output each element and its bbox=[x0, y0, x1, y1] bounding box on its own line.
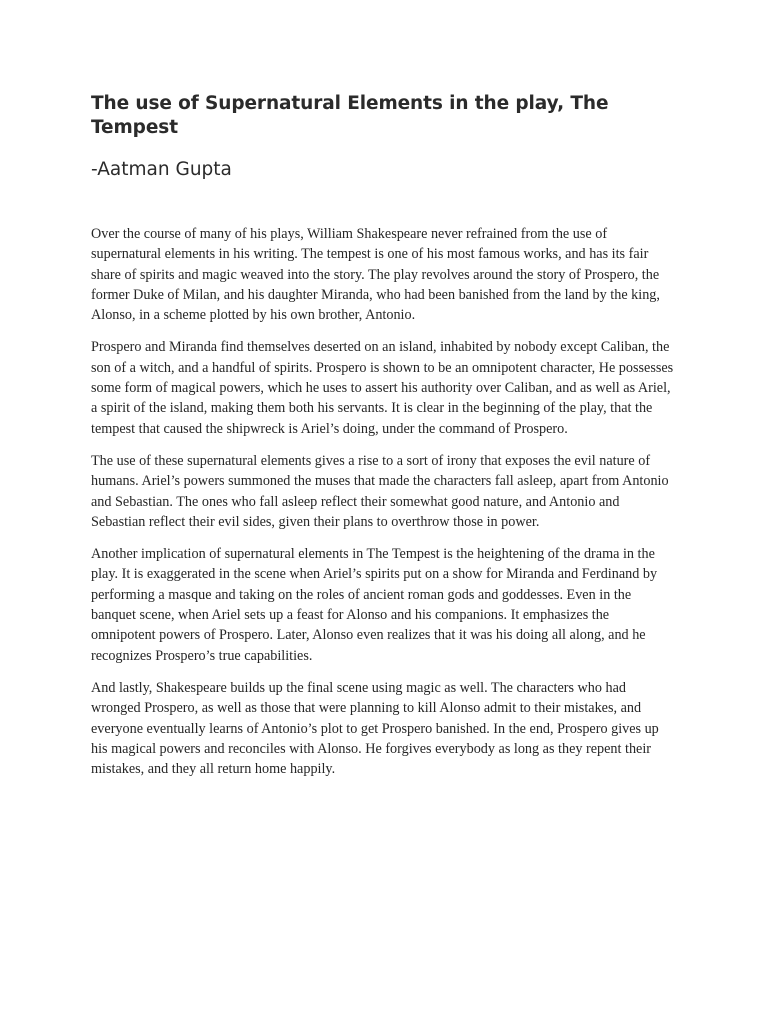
paragraph-5: And lastly, Shakespeare builds up the final scene using magic as well. The characters who had wronged Prospero, as well as those that were planning to kill Alonso admit to their mistakes, and everyone eventually learns of Antonio’s plot to get Prospero banished. In the end, Prospero gives up his magical powers and reconciles with Alonso. He forgives everybody as long as they repent their mistakes, and they all return home happily. bbox=[91, 679, 659, 778]
document-author: -Aatman Gupta bbox=[91, 159, 232, 180]
paragraph-1: Over the course of many of his plays, William Shakespeare never refrained from the use of supernatural elements in his writing. The tempest is one of his most famous works, and has its fair share of spirits and magic weaved into the story. The play revolves around the story of Prospero, the former Duke of Milan, and his daughter Miranda, who had been banished from the land by the king, Alonso, in a scheme plotted by his own brother, Antonio. bbox=[91, 226, 660, 324]
paragraph-2: Prospero and Miranda find themselves deserted on an island, inhabited by nobody except Caliban, the son of a witch, and a handful of spirits. Prospero is shown to be an omnipotent character, He possesses some form of magical powers, which he uses to assert his authority over Caliban, and as well as Ariel, a spirit of the island, making them both his servants. It is clear in the beginning of the play, that the tempest that caused the shipwreck is Ariel’s doing, under the command of Prospero. bbox=[91, 339, 674, 437]
document-body bbox=[91, 224, 676, 779]
paragraph-3: The use of these supernatural elements gives a rise to a sort of irony that exposes the evil nature of humans. Ariel’s powers summoned the muses that made the characters fall asleep, apart from Antonio and Sebastian. The ones who fall asleep reflect their somewhat good nature, and Antonio and Sebastian reflect their evil sides, given their plans to overthrow those in power. bbox=[91, 452, 669, 530]
paragraph-4: Another implication of supernatural elements in The Tempest is the heightening of the drama in the play. It is exaggerated in the scene when Ariel’s spirits put on a show for Miranda and Ferdinand by performing a masque and taking on the roles of ancient roman gods and goddesses. Even in the banquet scene, when Ariel sets up a feast for Alonso and his companions. It emphasizes the omnipotent powers of Prospero. Later, Alonso even realizes that it was his doing all along, and he recognizes Prospero’s true capabilities. bbox=[91, 546, 658, 664]
document-title: The use of Supernatural Elements in the play, The Tempest bbox=[91, 93, 609, 138]
